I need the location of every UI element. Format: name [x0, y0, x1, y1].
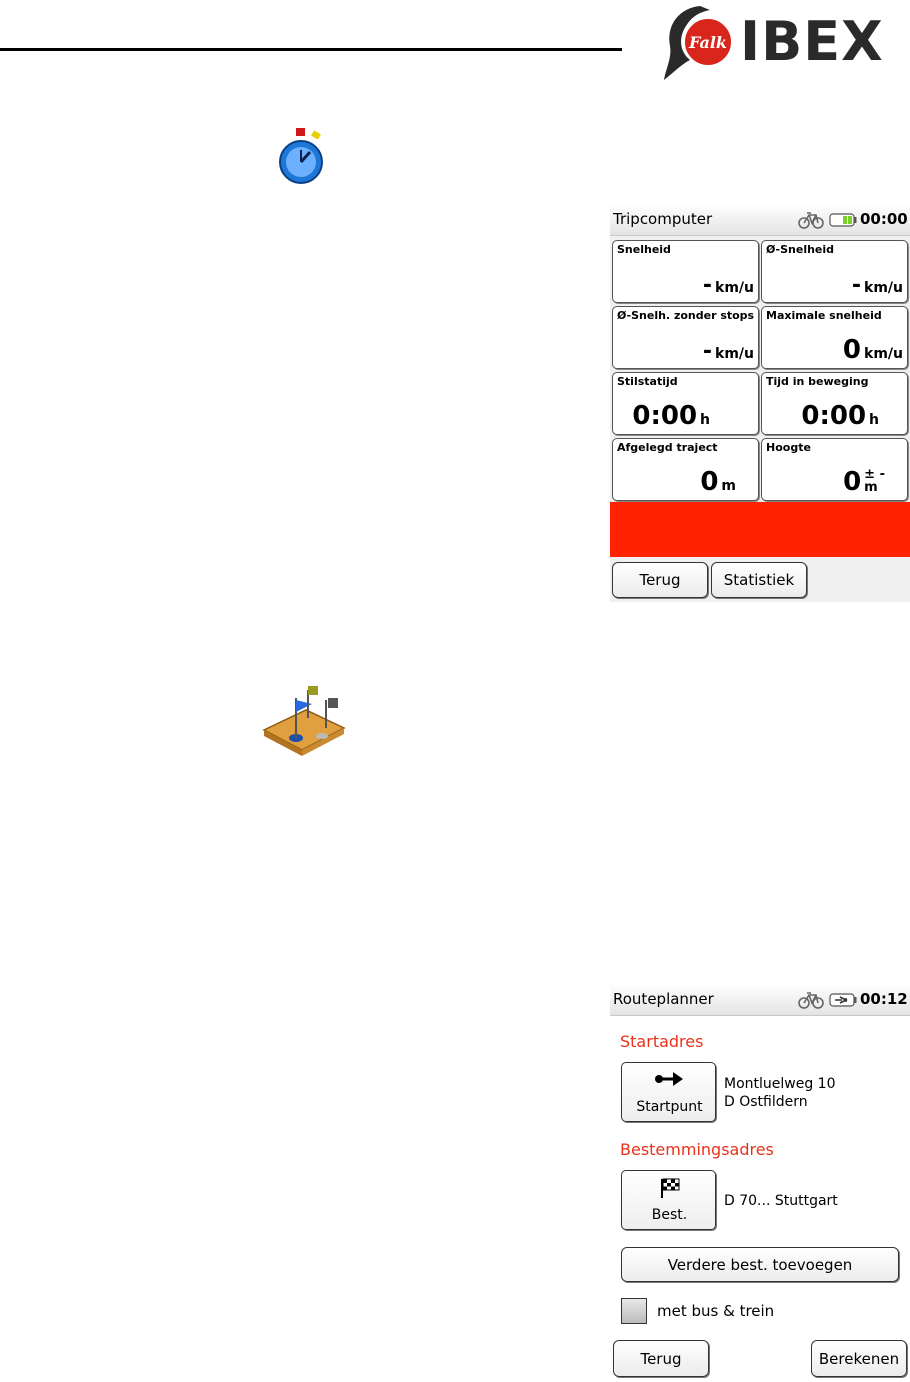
tile-value	[703, 274, 754, 298]
destination-section-label: Bestemmingsadres	[620, 1140, 774, 1159]
start-point-label: Startpunt	[636, 1099, 703, 1115]
value-text: -	[851, 273, 862, 298]
tile-label: Ø-Snelh. zonder stops	[617, 309, 755, 322]
bicycle-icon	[798, 211, 824, 229]
stopwatch-icon	[274, 126, 330, 186]
tile-value	[703, 340, 754, 364]
tile-altitude	[761, 438, 908, 501]
tile-label: Hoogte	[766, 441, 811, 454]
destination-address: D 70... Stuttgart	[724, 1193, 838, 1209]
value-text: -	[702, 273, 713, 298]
charging-icon	[829, 993, 857, 1007]
checkered-flag-icon	[658, 1177, 682, 1199]
logo-wordmark: IBEX	[740, 10, 884, 73]
value-text: 0:00	[801, 401, 867, 431]
tile-avg-speed-no-stops	[612, 306, 759, 369]
statistics-button[interactable]: Statistiek	[711, 562, 807, 598]
logo-badge-text: Falk	[688, 33, 728, 52]
tile-stop-time	[612, 372, 759, 435]
unit-text: m	[721, 478, 736, 494]
header-rule	[0, 48, 622, 51]
bicycle-icon	[798, 991, 824, 1009]
tile-label: Maximale snelheid	[766, 309, 882, 322]
unit-top-text: ± -	[864, 467, 885, 482]
unit-text: km/u	[864, 346, 903, 362]
tile-value	[852, 274, 903, 298]
glyph-wrap	[622, 1069, 717, 1091]
value-text: -	[702, 339, 713, 364]
back-button[interactable]: Terug	[612, 562, 708, 598]
falk-ibex-logo	[660, 0, 910, 84]
tile-value	[843, 336, 903, 364]
falk-ibex-logo-mark	[660, 2, 740, 82]
battery-icon	[829, 213, 857, 227]
tripcomputer-screen	[610, 204, 910, 602]
tile-label: Stilstatijd	[617, 375, 678, 388]
screen-title: Tripcomputer	[613, 210, 713, 228]
tile-value	[843, 468, 885, 496]
calculate-button[interactable]: Berekenen	[811, 1340, 907, 1377]
unit-text: km/u	[715, 346, 754, 362]
clock: 00:00	[860, 210, 908, 228]
transit-label: met bus & trein	[657, 1302, 775, 1320]
tile-distance	[612, 438, 759, 501]
status-bar	[610, 984, 910, 1016]
screen-title: Routeplanner	[613, 990, 714, 1008]
arrow-right-icon	[653, 1069, 687, 1089]
unit-text: m	[864, 480, 878, 495]
start-address-line2: D Ostfildern	[724, 1094, 808, 1110]
destination-label: Best.	[651, 1207, 688, 1223]
tile-label: Ø-Snelheid	[766, 243, 835, 256]
start-section-label: Startadres	[620, 1032, 704, 1051]
value-text: 0	[843, 467, 862, 497]
unit-text: h	[700, 412, 710, 428]
tile-avg-speed	[761, 240, 908, 303]
status-panel	[610, 502, 910, 557]
start-point-button[interactable]	[621, 1062, 716, 1122]
value-text: 0	[842, 335, 862, 365]
clock: 00:12	[860, 990, 908, 1008]
tile-speed	[612, 240, 759, 303]
tile-max-speed	[761, 306, 908, 369]
tile-value	[700, 468, 736, 496]
transit-checkbox[interactable]	[621, 1298, 647, 1324]
tile-moving-time	[761, 372, 908, 435]
status-bar	[610, 204, 910, 236]
unit-stack	[864, 468, 885, 496]
start-address-line1: Montluelweg 10	[724, 1076, 836, 1092]
add-destination-button[interactable]: Verdere best. toevoegen	[621, 1247, 899, 1282]
tile-label: Snelheid	[617, 243, 671, 256]
value-text: 0:00	[632, 401, 698, 431]
tile-value	[632, 402, 710, 430]
routeplanner-icon	[262, 680, 346, 758]
start-address	[724, 1075, 836, 1111]
tile-label: Tijd in beweging	[766, 375, 869, 388]
routeplanner-screen	[610, 984, 910, 1382]
glyph-wrap	[622, 1177, 717, 1199]
unit-text: km/u	[864, 280, 903, 296]
tile-label: Afgelegd traject	[617, 441, 718, 454]
unit-text: h	[869, 412, 879, 428]
value-text: 0	[700, 467, 719, 497]
tile-value	[801, 402, 879, 430]
destination-button[interactable]	[621, 1170, 716, 1230]
back-button[interactable]: Terug	[613, 1340, 709, 1377]
unit-text: km/u	[715, 280, 754, 296]
